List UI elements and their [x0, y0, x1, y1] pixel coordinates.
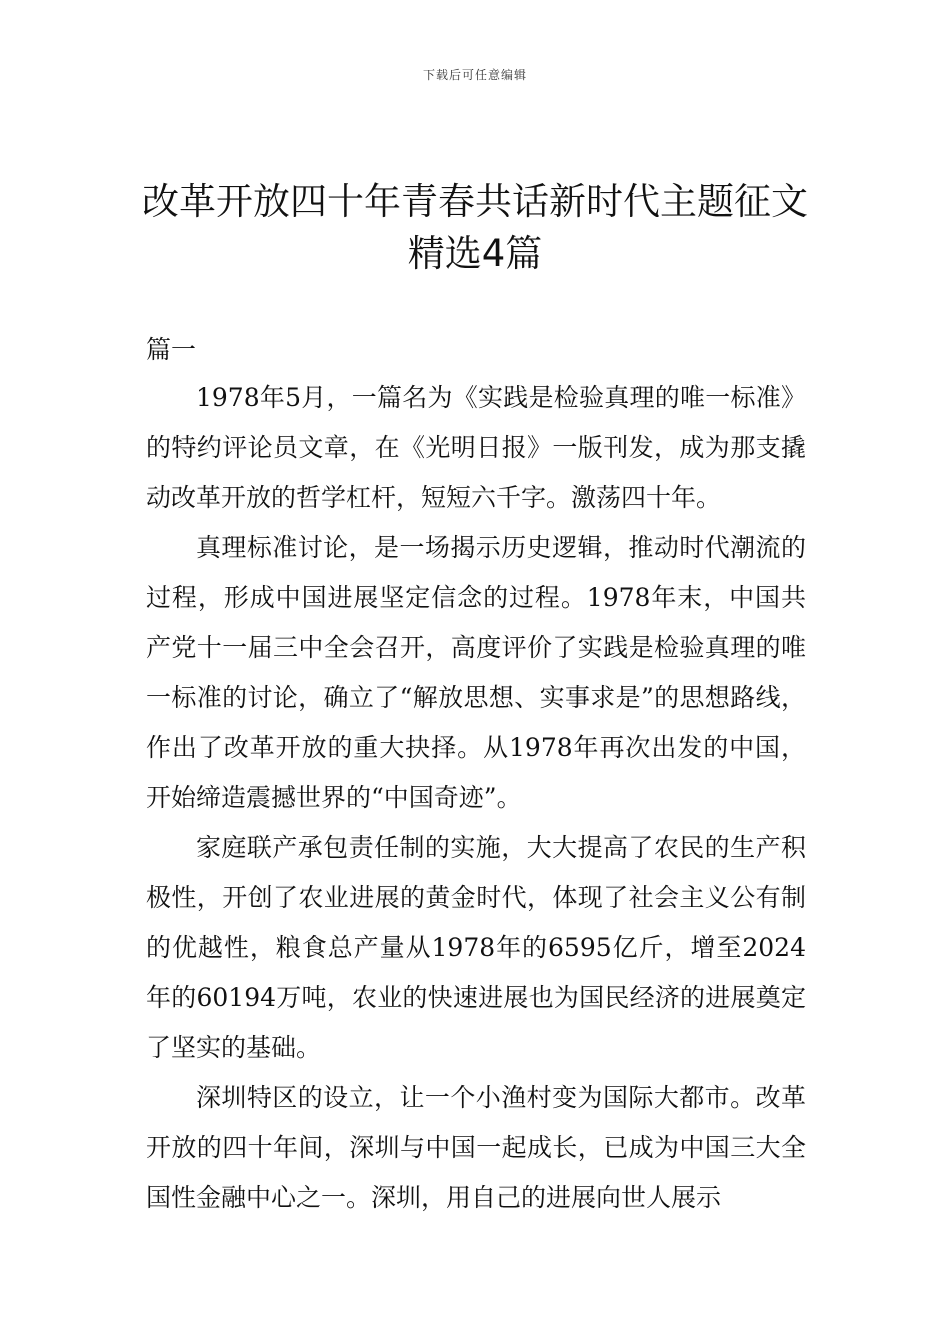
document-title-line-2: 精选4篇: [407, 232, 543, 275]
paragraph-1: 1978年5月，一篇名为《实践是检验真理的唯一标准》的特约评论员文章，在《光明日报》一版刊发，成为那支撬动改革开放的哲学杠杆，短短六千字。激荡四十年。: [146, 383, 806, 512]
page-header-note: 下载后可任意编辑: [422, 68, 527, 82]
paragraph-2: 真理标准讨论，是一场揭示历史逻辑，推动时代潮流的过程，形成中国进展坚定信念的过程。1978年末，中国共产党十一届三中全会召开，高度评价了实践是检验真理的唯一标准的讨论，确立了“解放思想、实事求是”的思想路线，作出了改革开放的重大抉择。从1978年再次出发的中国，开始缔造震撼世界的“中国奇迹”。: [146, 533, 806, 812]
document-body: [146, 373, 806, 1223]
paragraph-3: 家庭联产承包责任制的实施，大大提高了农民的生产积极性，开创了农业进展的黄金时代，体现了社会主义公有制的优越性，粮食总产量从1978年的6595亿斤，增至2024年的60194万吨，农业的快速进展也为国民经济的进展奠定了坚实的基础。: [146, 833, 806, 1062]
document-title: [100, 176, 850, 280]
document-title-line-1: 改革开放四十年青春共话新时代主题征文: [142, 180, 808, 223]
paragraph-4: 深圳特区的设立，让一个小渔村变为国际大都市。改革开放的四十年间，深圳与中国一起成长，已成为中国三大全国性金融中心之一。深圳，用自己的进展向世人展示: [146, 1083, 806, 1212]
section-label: 篇一: [146, 335, 197, 364]
